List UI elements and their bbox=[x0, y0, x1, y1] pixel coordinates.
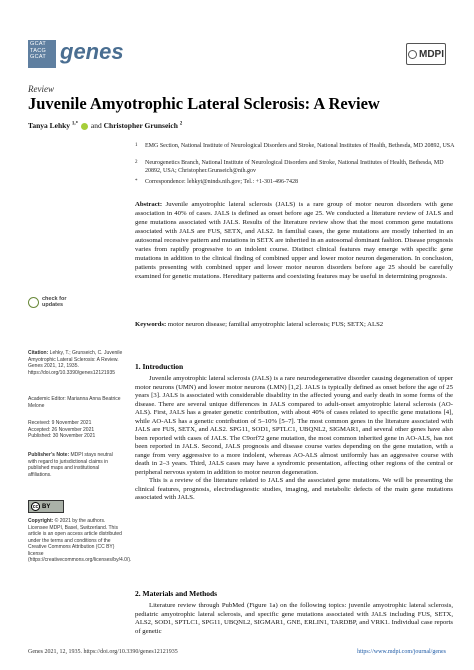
affiliation-text: Neurogenetics Branch, National Institute of Neurological Disorders and Stroke, National Institutes of Health, Bethesda, MD 20892, USA; Christopher.Grunseich@nih.gov bbox=[145, 160, 444, 174]
footer-citation: Genes 2021, 12, 1935. https://doi.org/10.3390/genes12121935 bbox=[28, 649, 178, 655]
affiliation bbox=[135, 142, 455, 150]
keywords bbox=[135, 320, 453, 329]
affiliation bbox=[135, 159, 455, 175]
academic-editor bbox=[28, 396, 123, 409]
author-join: and bbox=[90, 121, 102, 130]
publisher-name: MDPI bbox=[419, 48, 444, 60]
note-text: MDPI stays neutral with regard to jurisdictional claims in published maps and institutional affiliations. bbox=[28, 452, 113, 478]
check-updates-icon bbox=[28, 297, 39, 308]
section-body bbox=[135, 375, 453, 503]
section-heading: 2. Materials and Methods bbox=[135, 589, 218, 598]
copyright-text: © 2021 by the authors. Licensee MDPI, Basel, Switzerland. This article is an open access article distributed under the terms and conditions of the Creative Commons Attribution (CC BY) license (https://creativecommons.org/licenses/by/4.0/). bbox=[28, 518, 132, 563]
cc-icon: cc bbox=[32, 503, 39, 510]
abstract-label: Abstract: bbox=[135, 201, 163, 208]
journal-name: genes bbox=[60, 39, 124, 64]
orcid-icon[interactable] bbox=[81, 123, 88, 130]
published-date: Published: 30 November 2021 bbox=[28, 433, 96, 439]
check-updates-line2: updates bbox=[42, 302, 64, 308]
check-for-updates-button[interactable] bbox=[28, 296, 66, 308]
affiliation-text: Correspondence: lehkyt@ninds.nih.gov; Tel.: +1-301-496-7428 bbox=[145, 179, 299, 185]
received-date: Received: 9 November 2021 bbox=[28, 420, 92, 426]
paragraph: Literature review through PubMed (Figure 1a) on the following topics: juvenile amyotrophic lateral sclerosis, pediatric amyotrophic lateral sclerosis, and specific gene mutations associated with JALS including FUS, SETX, ALS2, SOD1, SPTLC1, SPG11, UBQNL2, SIGMAR1, GNE, ERLIN1, TARDBP, and VRK1. Individual case reports of genetic bbox=[135, 602, 453, 635]
article-type: Review bbox=[28, 84, 54, 94]
citation-label: Citation: bbox=[28, 350, 49, 356]
abstract-text: Juvenile amyotrophic lateral sclerosis (JALS) is a rare group of motor neuron disorders with gene association in 40% of cases. JALS is defined as onset before age 25. We conducted a literature review of JALS and gene mutations associated with JALS. Results of the literature review show that the most common gene mutations associated with JALS are FUS, SETX, and ALS2. In familial cases, the gene mutations are mostly inherited in an autosomal recessive pattern and mutations in SETX are inherited in an autosomal dominant fashion. Disease prognosis varies from rapidly progressive to an indolent course. Distinct clinical features may emerge with specific gene mutations in addition to the clinical finding of combined upper and lower motor neuron degeneration. In conclusion, patients presenting with combined upper and lower motor neuron disorders before age 25 should be carefully examined for genetic mutations. Hereditary patterns and coexisting features may be useful in determining prognosis. bbox=[135, 201, 453, 280]
by-icon: BY bbox=[42, 503, 51, 510]
mdpi-logo-icon bbox=[408, 50, 417, 59]
author-list bbox=[28, 121, 182, 130]
correspondence bbox=[135, 178, 455, 186]
page-footer bbox=[28, 649, 446, 655]
citation-text: Lehky, T.; Grunseich, C. Juvenile Amyotrophic Lateral Sclerosis: A Review. Genes 2021, 12, 1935. https://doi.org/10.3390/genes12121935 bbox=[28, 350, 123, 376]
journal-link[interactable]: https://www.mdpi.com/journal/genes bbox=[357, 649, 446, 655]
affiliation-text: EMG Section, National Institute of Neurological Disorders and Stroke, National Institutes of Health, Bethesda, MD 20892, USA bbox=[145, 143, 455, 149]
publisher-note bbox=[28, 452, 123, 478]
paragraph: Juvenile amyotrophic lateral sclerosis (JALS) is a rare neurodegenerative disorder causing degeneration of upper motor neurons (UMN) and lower motor neurons (LMN) [1,2]. JALS is typically defined as onset before the age of 25 years [3]. JALS is associated with considerable disability in the affected young and early death in some forms of the disease. There are several unique differences in JALS compared to adult-onset amyotrophic lateral sclerosis (AO-ALS). First, JALS has a greater genetic contribution, with about 40% of cases related to specific gene mutations [4], while AO-ALS has a genetic contribution of 5–10% [5–7]. The most common genes in the literature associated with JALS are FUS, SETX, and ALS2. SPG11, SOD1, SPTLC1, UBQNL2, SIGMAR1, and several other genes have also been reported with cases of JALS. The C9orf72 gene mutation, the most common inherited gene in AO-ALS, has not been reported in JALS. Second, JALS prognosis and disease course varies depending on the gene mutation, with a range from very aggressive to a more indolent, whereas AO-ALS almost uniformly has an aggressive course with death in 2–3 years. Third, JALS cases may have a syndromic presentation, affecting other regions of the central or peripheral nervous system in addition to motor neuron degeneration. bbox=[135, 375, 453, 476]
copyright-block bbox=[28, 518, 132, 564]
editor-label: Academic Editor: bbox=[28, 396, 66, 402]
keywords-label: Keywords: bbox=[135, 321, 167, 328]
affiliation-number: 2 bbox=[135, 160, 138, 165]
citation-block bbox=[28, 350, 123, 376]
paragraph: This is a review of the literature related to JALS and the associated gene mutations. We will be presenting the clinical features, prognosis, electrodiagnostic studies, imaging, and metabolic defects of the main gene mutations associated with JALS. bbox=[135, 477, 453, 501]
keywords-text: motor neuron disease; familial amyotrophic lateral sclerosis; FUS; SETX; ALS2 bbox=[167, 321, 384, 328]
editor-name: Marianna Anna Beatrice Melone bbox=[28, 396, 121, 409]
cc-license-badge[interactable] bbox=[28, 500, 64, 513]
affiliation-number: * bbox=[135, 179, 138, 184]
author-superscript: 2 bbox=[179, 121, 183, 127]
accepted-date: Accepted: 26 November 2021 bbox=[28, 426, 95, 433]
copyright-label: Copyright: bbox=[28, 518, 54, 524]
author-superscript: 1,* bbox=[71, 121, 79, 127]
dates-block bbox=[28, 420, 123, 440]
affiliation-number: 1 bbox=[135, 143, 138, 148]
section-body bbox=[135, 602, 453, 636]
note-label: Publisher’s Note: bbox=[28, 452, 70, 458]
journal-logo-icon: GCAT TACG GCAT bbox=[28, 40, 56, 68]
article-title: Juvenile Amyotrophic Lateral Sclerosis: A Review bbox=[28, 94, 380, 113]
author-name[interactable]: Christopher Grunseich bbox=[103, 121, 178, 130]
check-updates-line1: check for bbox=[42, 296, 67, 302]
section-heading: 1. Introduction bbox=[135, 362, 184, 371]
abstract bbox=[135, 200, 453, 281]
publisher-logo[interactable] bbox=[406, 43, 446, 65]
author-name[interactable]: Tanya Lehky bbox=[28, 121, 71, 130]
